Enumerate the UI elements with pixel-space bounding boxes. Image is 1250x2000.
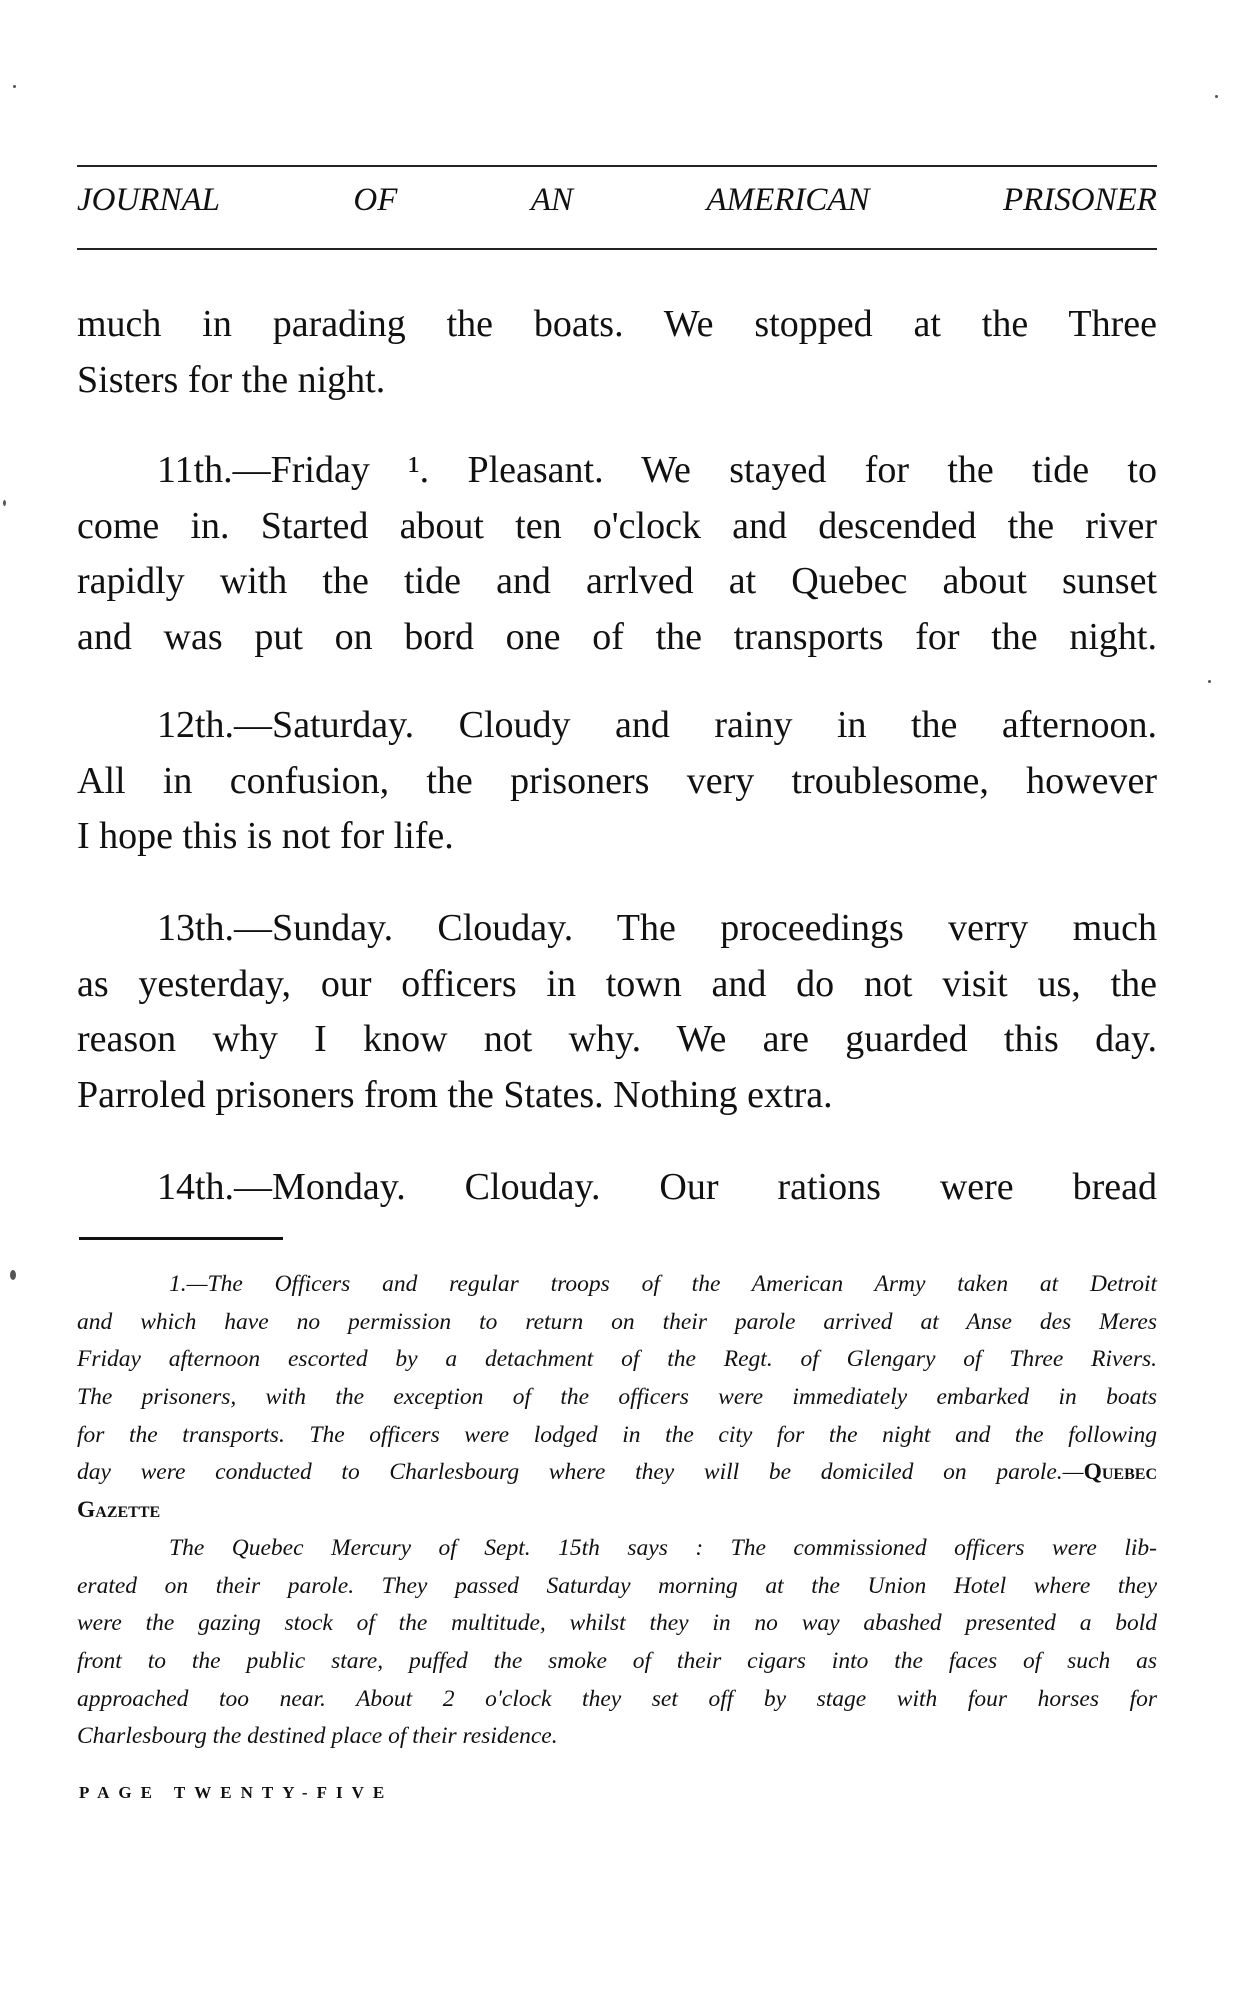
footnote-line: erated on their parole. They passed Saturday morning at the Union Hotel where they	[77, 1572, 1157, 1599]
footnote-line: Friday afternoon escorted by a detachment of the Regt. of Glengary of Three Rivers.	[77, 1346, 1157, 1373]
footnote-1	[77, 1266, 1157, 1530]
footnote-source-line: Gazette	[77, 1497, 161, 1524]
text-line: much in parading the boats. We stopped at the Three	[77, 303, 1157, 345]
footnote-source: Quebec	[1083, 1459, 1157, 1486]
footnote-line: The prisoners, with the exception of the officers were immediately embarked in boats	[77, 1384, 1157, 1411]
footnote-line: 1.—The Officers and regular troops of the American Army taken at Detroit	[169, 1271, 1157, 1297]
footnote-line: and which have no permission to return on their parole arrived at Anse des Meres	[77, 1308, 1157, 1335]
footnote-line: approached too near. About 2 o'clock they set off by stage with four horses for	[77, 1685, 1157, 1712]
text-line: I hope this is not for life.	[77, 815, 454, 857]
text-line: and was put on bord one of the transports for the night.	[77, 615, 1157, 658]
running-header	[77, 182, 1157, 219]
footnote-rule	[79, 1237, 283, 1240]
text-line: All in confusion, the prisoners very troublesome, however	[77, 759, 1157, 802]
footnote-line: front to the public stare, puffed the smoke of their cigars into the faces of such as	[77, 1648, 1157, 1675]
header-rule-top	[77, 165, 1157, 167]
text-line: 13th.—Sunday. Clouday. The proceedings verry much	[157, 907, 1157, 949]
text-line: 11th.—Friday ¹. Pleasant. We stayed for the tide to	[157, 449, 1157, 491]
header-word: JOURNAL	[77, 182, 220, 218]
entry-11th	[77, 443, 1157, 665]
paragraph-continuation	[77, 297, 1157, 408]
text-line: as yesterday, our officers in town and do not visit us, the	[77, 962, 1157, 1005]
text-line: Sisters for the night.	[77, 358, 386, 401]
text-line: 14th.—Monday. Clouday. Our rations were bread	[157, 1166, 1157, 1208]
footnote-text: day were conducted to Charlesbourg where they will be domiciled on parole.—	[77, 1459, 1084, 1486]
scan-speck	[1215, 95, 1218, 98]
header-rule-bottom	[77, 248, 1157, 250]
page-number: PAGE TWENTY-FIVE	[79, 1783, 394, 1802]
footnote-line: Charlesbourg the destined place of their residence.	[77, 1723, 558, 1750]
footnote-line: for the transports. The officers were lodged in the city for the night and the following	[77, 1421, 1157, 1448]
scan-speck	[1208, 680, 1211, 683]
text-line: 12th.—Saturday. Cloudy and rainy in the afternoon.	[157, 704, 1157, 746]
entry-12th	[77, 698, 1157, 865]
footnote-line: The Quebec Mercury of Sept. 15th says : The commissioned officers were lib-	[169, 1535, 1157, 1561]
text-line: Parroled prisoners from the States. Nothing extra.	[77, 1073, 833, 1116]
scan-speck	[10, 1270, 16, 1280]
entry-14th	[77, 1160, 1157, 1216]
entry-13th	[77, 901, 1157, 1123]
footnote-line: were the gazing stock of the multitude, whilst they in no way abashed presented a bold	[77, 1610, 1157, 1637]
header-word: AMERICAN	[706, 182, 870, 218]
header-word: PRISONER	[1003, 182, 1157, 218]
header-word: AN	[530, 182, 574, 218]
header-word: OF	[353, 182, 398, 218]
footnote-mercury	[77, 1530, 1157, 1756]
footnote-line	[77, 1454, 1157, 1492]
text-line: reason why I know not why. We are guarded this day.	[77, 1018, 1157, 1060]
scan-speck	[3, 500, 6, 506]
text-line: rapidly with the tide and arrlved at Quebec about sunset	[77, 560, 1157, 602]
text-line: come in. Started about ten o'clock and descended the river	[77, 504, 1157, 547]
scan-speck	[13, 85, 16, 88]
